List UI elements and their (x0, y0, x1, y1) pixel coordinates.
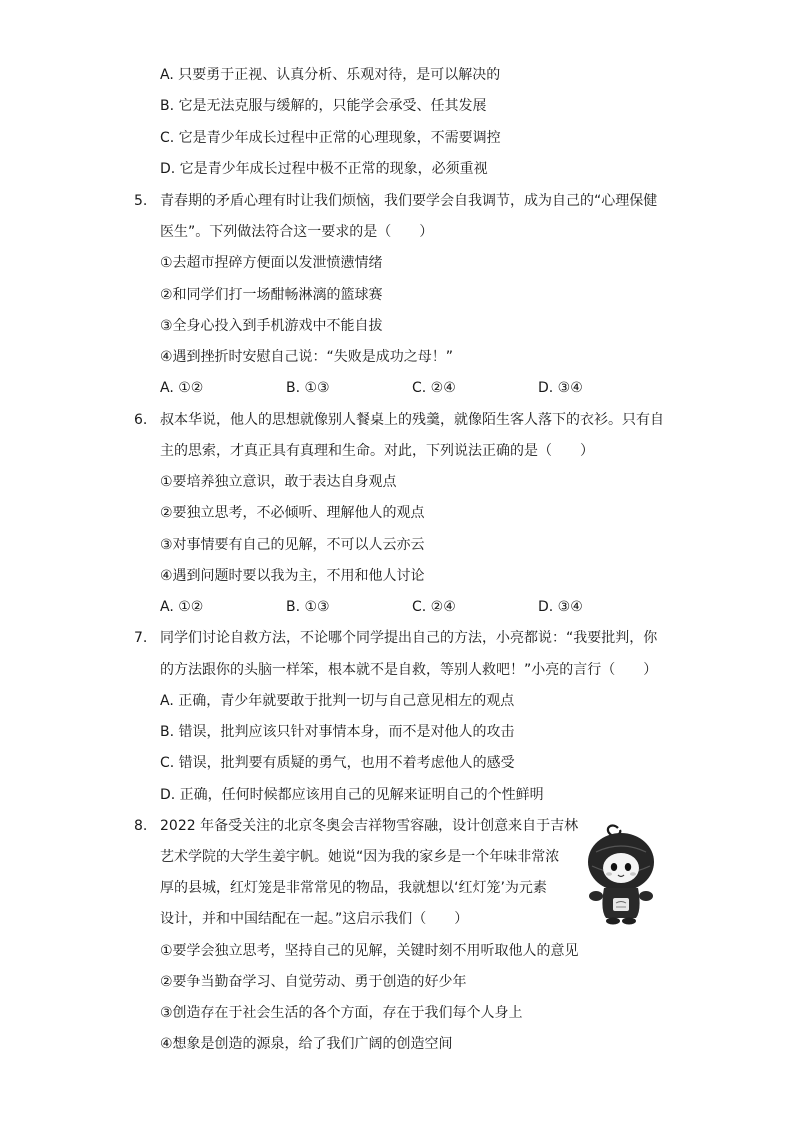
q7-option-b: B. 错误，批判应该只针对事情本身，而不是对他人的攻击 (160, 724, 515, 740)
q6-choice-a: A. ①② (160, 599, 204, 615)
q5-choice-b: B. ①③ (286, 380, 330, 396)
q4-option-a: A. 只要勇于正视、认真分析、乐观对待，是可以解决的 (160, 67, 501, 83)
q7-option-d: D. 正确，任何时候都应该用自己的见解来证明自己的个性鲜明 (160, 787, 544, 803)
q4-option-d: D. 它是青少年成长过程中极不正常的现象，必须重视 (160, 161, 488, 177)
q5-choice-a: A. ①② (160, 380, 204, 396)
q5-stem-line-1: 青春期的矛盾心理有时让我们烦恼，我们要学会自我调节，成为自己的“心理保健 (160, 193, 658, 209)
q8-number: 8. (134, 818, 148, 834)
q6-stem-line-2: 主的思索，才真正具有真理和生命。对此，下列说法正确的是（ ） (160, 443, 594, 459)
q4-option-b: B. 它是无法克服与缓解的，只能学会承受、任其发展 (160, 98, 487, 114)
q6-stem-line-1: 叔本华说，他人的思想就像别人餐桌上的残羹，就像陌生客人落下的衣衫。只有自 (160, 412, 664, 428)
q6-choice-d: D. ③④ (538, 599, 583, 615)
q6-choice-c: C. ②④ (412, 599, 456, 615)
q5-number: 5. (134, 193, 148, 209)
q7-option-a: A. 正确，青少年就要敢于批判一切与自己意见相左的观点 (160, 693, 515, 709)
q8-stem-line-2: 艺术学院的大学生姜宇帆。她说“因为我的家乡是一个年味非常浓 (160, 849, 560, 865)
q7-stem-line-1: 同学们讨论自救方法，不论哪个同学提出自己的方法，小亮都说：“我要批判，你 (160, 630, 658, 646)
q5-choice-d: D. ③④ (538, 380, 583, 396)
q5-item-3: ③全身心投入到手机游戏中不能自拔 (160, 318, 383, 334)
q6-item-1: ①要培养独立意识，敢于表达自身观点 (160, 474, 397, 490)
q8-item-2: ②要争当勤奋学习、自觉劳动、勇于创造的好少年 (160, 974, 467, 990)
q5-choice-c: C. ②④ (412, 380, 456, 396)
q8-stem-line-3: 厚的县城，红灯笼是非常常见的物品，我就想以‘红灯笼’为元素 (160, 880, 547, 896)
q5-item-1: ①去超市捏碎方便面以发泄愤懑情绪 (160, 255, 383, 271)
q6-item-4: ④遇到问题时要以我为主，不用和他人讨论 (160, 568, 425, 584)
q5-item-4: ④遇到挫折时安慰自己说：“失败是成功之母！” (160, 349, 454, 365)
q6-item-2: ②要独立思考，不必倾听、理解他人的观点 (160, 505, 425, 521)
q8-item-3: ③创造存在于社会生活的各个方面，存在于我们每个人身上 (160, 1005, 523, 1021)
q8-item-4: ④想象是创造的源泉，给了我们广阔的创造空间 (160, 1036, 453, 1052)
q5-item-2: ②和同学们打一场酣畅淋漓的篮球赛 (160, 287, 383, 303)
q6-choice-b: B. ①③ (286, 599, 330, 615)
q6-item-3: ③对事情要有自己的见解，不可以人云亦云 (160, 537, 425, 553)
q8-stem-line-4: 设计，并和中国结配在一起。”这启示我们（ ） (160, 911, 469, 927)
q5-stem-line-2: 医生”。下列做法符合这一要求的是（ ） (160, 224, 434, 240)
q8-item-1: ①要学会独立思考，坚持自己的见解，关键时刻不用听取他人的意见 (160, 943, 579, 959)
q7-stem-line-2: 的方法跟你的头脑一样笨，根本就不是自救，等别人救吧！”小亮的言行（ ） (160, 662, 658, 678)
shuey-rhon-rhon-mascot-icon (582, 822, 660, 926)
q8-stem-line-1: 2022 年备受关注的北京冬奥会吉祥物雪容融，设计创意来自于吉林 (160, 818, 579, 834)
q4-option-c: C. 它是青少年成长过程中正常的心理现象，不需要调控 (160, 130, 501, 146)
q7-option-c: C. 错误，批判要有质疑的勇气，也用不着考虑他人的感受 (160, 755, 515, 771)
q6-number: 6. (134, 412, 148, 428)
q7-number: 7. (134, 630, 148, 646)
